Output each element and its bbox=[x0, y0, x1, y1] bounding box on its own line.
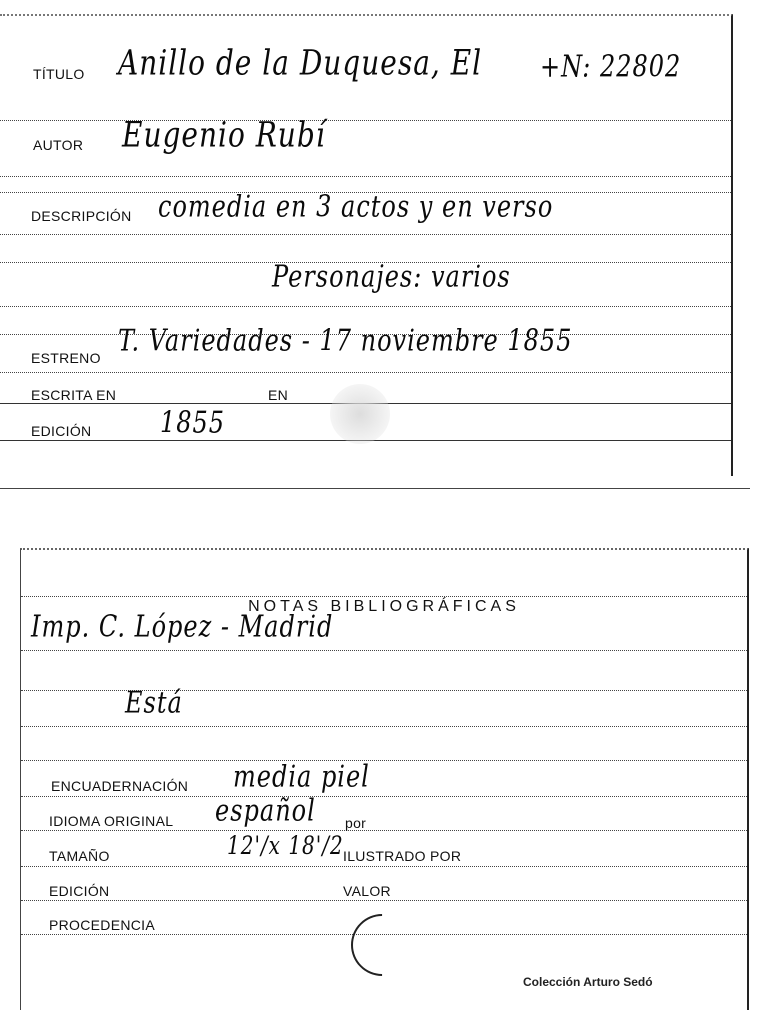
stamp-mark bbox=[330, 384, 390, 444]
line-rule bbox=[21, 866, 747, 867]
descripcion-label: DESCRIPCIÓN bbox=[31, 208, 132, 224]
line-rule bbox=[21, 760, 747, 761]
line-rule bbox=[0, 176, 731, 177]
escrita-en-label: ESCRITA EN bbox=[31, 387, 117, 403]
line-rule bbox=[21, 650, 747, 651]
line-rule bbox=[21, 596, 747, 597]
notes-line-1: Imp. C. López - Madrid bbox=[31, 609, 334, 644]
descripcion-extra: Personajes: varios bbox=[272, 259, 511, 294]
catalog-card-top bbox=[0, 14, 733, 476]
por-label: por bbox=[345, 815, 367, 831]
tamano-value: 12'/x 18'/2 bbox=[227, 830, 344, 860]
coleccion-footer: Colección Arturo Sedó bbox=[523, 975, 653, 989]
line-rule bbox=[21, 830, 747, 831]
line-rule bbox=[21, 796, 747, 797]
autor-label: AUTOR bbox=[33, 137, 84, 153]
notas-heading: NOTAS BIBLIOGRÁFICAS bbox=[248, 598, 520, 615]
notes-line-2: Está bbox=[125, 685, 183, 720]
line-rule bbox=[21, 900, 747, 901]
idioma-value: español bbox=[215, 793, 316, 828]
stamp-mark bbox=[338, 901, 426, 989]
line-rule bbox=[0, 234, 731, 235]
catalog-number: +N: 22802 bbox=[540, 49, 682, 84]
line-rule bbox=[21, 726, 747, 727]
autor-value: Eugenio Rubí bbox=[122, 113, 326, 155]
edicion-value: 1855 bbox=[160, 405, 226, 440]
idioma-label: IDIOMA ORIGINAL bbox=[49, 813, 174, 829]
edicion-label-bottom: EDICIÓN bbox=[49, 883, 110, 899]
titulo-label: TÍTULO bbox=[33, 66, 85, 82]
titulo-value: Anillo de la Duquesa, El bbox=[118, 41, 483, 83]
encuadernacion-label: ENCUADERNACIÓN bbox=[51, 778, 189, 794]
procedencia-label: PROCEDENCIA bbox=[49, 917, 155, 933]
estreno-value: T. Variedades - 17 noviembre 1855 bbox=[118, 323, 573, 358]
card-separator bbox=[0, 488, 750, 489]
tamano-label: TAMAÑO bbox=[49, 848, 110, 864]
ilustrado-label: ILUSTRADO POR bbox=[343, 848, 462, 864]
en-label: EN bbox=[268, 387, 289, 403]
edicion-label: EDICIÓN bbox=[31, 423, 92, 439]
line-rule bbox=[0, 120, 731, 121]
estreno-label: ESTRENO bbox=[31, 350, 101, 366]
line-rule bbox=[0, 372, 731, 373]
valor-label: VALOR bbox=[343, 883, 391, 899]
line-rule bbox=[0, 306, 731, 307]
catalog-card-bottom bbox=[20, 548, 749, 1010]
encuadernacion-value: media piel bbox=[233, 759, 370, 794]
descripcion-value: comedia en 3 actos y en verso bbox=[158, 189, 554, 224]
